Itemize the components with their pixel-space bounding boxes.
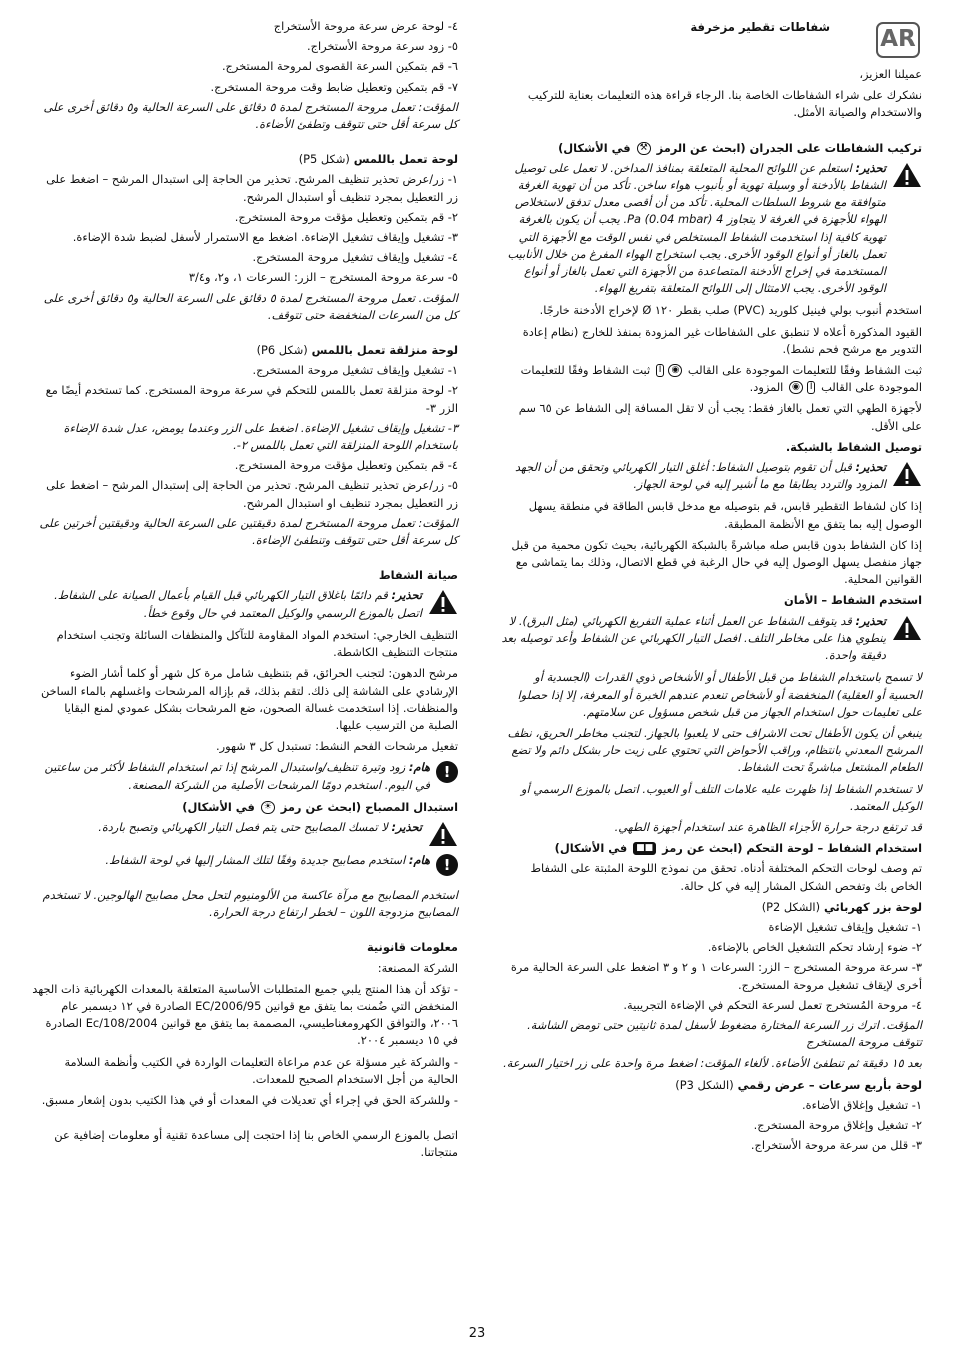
safety-paragraph-4: قد ترتفع درجة حرارة الأجزاء الظاهرة عند استخدام أجهزة الطهي. [614,819,922,834]
list-item: ٤- مروحة المُستخرج تعمل لسرعة التحكم في الإضاءة التجريبية. [623,997,922,1012]
list-item: ٤- تشغيل وإيقاف تشغيل مروحة المستخرج. [252,250,458,265]
page-title: شفاطات تقطير مزخرفة [690,20,830,34]
safety-paragraph-3: لا تستخدم الشفاط إذا ظهرت عليه علامات التلف أو العيوب. اتصل بالموزع الرسمي أو الوكيل المعتمد. [520,781,922,813]
lamp-paragraph: استخدم المصابيح مع مرآة عاكسة من الألومنيوم لتحل محل مصابيح الهالوجين. لا تستخدم المصابيح مزدوجة اللون – لخطر ارتفاع درجة الحرارة. [42,887,458,920]
right-column [498,66,922,1157]
page-number: 23 [468,1326,486,1341]
list-item: ٣- سرعة مروحة المستخرج – الزر: السرعات ١ و ٢ و ٣ اضغط على السرعة الحالية مرة أخرى لإيقاف تشغيل مروحة المستخرج. [510,960,922,992]
maintenance-important: ! هام: زود وتيرة تنظيف/واستبدال المرشح إذا تم استخدام الشفاط لأكثر من ساعتين في اليوم. استخدم دومًا المرشحات الأصلية من الشركة المصنعة. [32,759,458,793]
maintenance-paragraph-1: التنظيف الخارجي: استخدم المواد المقاومة للتآكل والمنظفات السائلة وتجنب استخدام منتجات التنظيف الكاشطة. [56,627,458,660]
connection-warning: تحذير: قبل أن تقوم بتوصيل الشفاط: أغلق التيار الكهربائي وتحقق من أن الجهد المزود والتردد يطابقا مع ما أشير إليه في لوحة الجهاز. [498,459,922,493]
legal-subheading: الشركة المصنعة: [377,960,458,975]
list-item: ٥- زود سرعة مروحة الأستخراج. [307,39,458,54]
wall-mount-symbol-icon: ⚒ [637,142,651,155]
legal-heading: معلومات قانونية [366,940,458,955]
p5-list [32,171,458,286]
list-item: ٢- لوحة منزلقة تعمل باللمس للتحكم في سرعة مروحة المستخرج. كما تستخدم أيضًا مع الزر ٣- [45,383,458,415]
warning-triangle-icon [892,461,922,487]
p3-list [498,1097,922,1155]
control-panel-symbol-icon: ■■ [633,842,656,855]
lamp-heading: استبدال المصباح (ابحث عن رمز ☀ في الأشكال) [182,799,458,814]
p3-list-continued [32,18,458,96]
list-item: ٥- زر/عرض تحذير تنظيف المرشح. تحذير من الحاجة إلى إستبدال المرشح – اضغط على زر التعطيل بمجرد تنظيف او استبدال المرشح. [46,478,458,510]
p2-heading: لوحة بزر كهربائي (الشكل P2) [761,899,922,914]
install-heading: تركيب الشفاطات على الجدران (ابحث عن الرمز ⚒ في الأشكال) [558,140,922,155]
maintenance-paragraph-3: تفعيل مرشحات الفحم النشط: تستبدل كل ٣ شهور. [216,739,458,754]
list-item: ٢- ضوء إرشاد تحكم التشغيل الخاص بالإضاءة. [707,940,922,955]
connection-paragraph-2: إذا كان الشفاط بدون قابس صله مباشرةً بالشبكة الكهربائية، بحيث تكون محمية من قبل جهاز منفصل يسهل الوصول إليه في حال الرغبة في قطع الاتصال، وذلك بما يتماشى مع القوانين المحلية. [511,537,922,587]
use-heading: استخدام الشفاط – لوحة التحكم (ابحث عن رمز ■■ في الأشكال) [554,841,922,856]
list-item: ٤- لوحة عرض سرعة مروحة الأستخراج [273,19,458,33]
p6-timer: المؤقت: تعمل مروحة المستخرج لمدة دقيقتين على السرعة الحالية ودقيقتين أخرتين على كل سرعة أقل حتى تتوقف وتنطفئ الإضاءة. [39,515,458,548]
install-warning: تحذير: استعلم عن اللوائح المحلية المتعلقة بمنافذ المداخن. لا تعمل على توصيل الشفاط بالأدخنة أو وسيلة تهوية أو بأنبوب هواء ساخن. تأكد من أن تهوية الغرفة متوافقة مع شروط السلطات المحلية. تأكد من أن أقصى معدل تدفق لاستخلاص الهواء للأجهزة في الغرفة لا يتجاوز 4 Pa (0.04 mbar). يجب أن يكون بالغرفة تهوية كافية إذا استخدمت الشفاط المستخلص في نفس الوقت مع الأجهزة التي تعمل بالغاز أو أنواع الوقود الأخرى. يجب استخراج الهواء المفرغ من خلال الأنابيب المستخدمة في إخراج الأدخنة المتصاعدة من الأجهزة التي تعمل بالغاز أو أنواع الوقود الأخرى. يجب الامتثال إلى اللوائح المتعلقة بتفريغ الهواء. [498,160,922,298]
list-item: ١- زر/عرض تحذير تنظيف المرشح. تحذير من الحاجة إلى استبدال المرشح – اضغط على زر التعطيل بمجرد تنظيف أو استبدال المرشح. [46,172,458,204]
p6-heading: لوحة منزلقة تعمل باللمس (شكل P6) [256,343,458,358]
use-paragraph: تم وصف لوحات التحكم المختلفة أدناه. تحقق من نموذج اللوحة المثبتة على الشفاط الخاص بك وتفحص الشكل المشار إليه في كل حالة. [530,861,922,893]
safety-paragraph-1: لا تسمح باستخدام الشفاط من قبل الأطفال أو الأشخاص ذوي القدرات (الجسدية أو الحسية أو العقلية) المنخفضة أو لأشخاص تنعدم عندهم الخبرة أو المعرفة، إلا إذا حصلوا على تعليمات حول استخدام الجهاز من قبل شخص مسؤول عن سلامتهم. [517,670,922,719]
maintenance-heading: صيانة الشفاط [378,568,458,583]
language-badge: AR [876,22,920,58]
legal-paragraph-3: - وللشركة الحق في إجراء أي تعديلات في المعدات أو في هذا الكتيب بدون إشعار مسبق. [41,1092,458,1107]
pvc-paragraph: استخدم أنبوب بولي فينيل كلوريد (PVC) صلب بقطر ١٢٠ Ø لإخراج الأدخنة خارجًا. [539,303,922,318]
lamp-important: ! هام: استخدم مصابيح جديدة وفقًا لتلك المشار إليها في لوحة الشفاط. [32,852,458,876]
gas-distance-paragraph: لأجهزة الطهي التي تعمل بالغاز فقط: يجب أن لا تقل المسافة إلى الشفاط عن ٦٥ سم على الأقل. [518,401,922,433]
intro-paragraph: نشكرك على شراء الشفاطات الخاصة بنا. الرجاء قراءة هذه التعليمات بعناية للتركيب والاستخدام والصيانة الأمثل. [527,88,922,120]
list-item: ١- تشغيل وإغلاق الأضاءة. [802,1097,922,1112]
safety-warning: تحذير: قد يتوقف الشفاط عن العمل أثناء عملية التفريغ الكهربائي (مثل البرق). لا ينطوي هذا على مخاطر التلف. افصل التيار الكهربائي عن الشفاط وأعد توصيله بعد دقيقة واحدة. [498,613,922,665]
maintenance-paragraph-2: مرشح الدهون: لتجنب الحرائق، قم بتنظيف شامل مرة كل شهر أو كلما أشار الضوء الإرشادي على الشاشة إلى ذلك. لتقم بذلك، قم بإزاله المرشحات واغسلهم بالماء الساخن والمنظفات. إذا استخدمت غسالة الصحون، ضع المرشحات بشكل عمودي لمنع البقايا الصلبة من الترسيب عليها. [40,666,458,732]
lamp-warning: تحذير: لا تمسك المصابيح حتى يتم فصل التيار الكهربائي وتصبح باردة. [32,819,458,847]
list-item: ٥- سرعة مروحة المستخرج – الزر: السرعات ١، و٢، و٣/٤ [188,270,458,285]
list-item: ٢- قم بتمكين وتعطيل مؤقت مروحة المستخرج. [234,209,458,224]
warning-triangle-icon [892,615,922,641]
list-item: ١- تشغيل وإيقاف تشغيل الإضاءة [768,919,922,934]
list-item: ٣- تشغيل وإيقاف تشغيل الإضاءة. اضغط على الزر وعندما يومض، عدل شدة الإضاءة باستخدام اللوحة المنزلقة التي تعمل باللمس ٢-. [63,420,458,453]
p3-timer: المؤقت: تعمل مروحة المستخرج لمدة ٥ دقائق على السرعة الحالية و٥ دقائق أخرى على كل سرعة أقل حتى تتوقف وتطفئ الأضاءة. [43,99,458,132]
fixing-paragraph: ثبت الشفاط وفقًا للتعليمات الموجودة على القالب ◉I ثبت الشفاط وفقًا للتعليمات الموجودة على القالب I◉ المزود. [520,363,922,395]
p2-timer-1: المؤقت. اترك زر السرعة المختارة مضغوط لأسفل لمدة ثانيتين حتى تومض الشاشة. تتوقف مروحة المستخرج [527,1017,922,1050]
legal-paragraph-2: - والشركة غير مسؤلة عن عدم مراعاة التعليمات الواردة في الكتيب وأنظمة السلامة الحالية من أجل الاستخدام الصحيح للمعدات. [64,1054,458,1086]
left-column [32,18,458,1166]
lamp-symbol-icon: ☀ [261,801,275,814]
p5-heading: لوحة تعمل باللمس (شكل P5) [298,152,458,167]
warning-triangle-icon [428,821,458,847]
p2-list [498,919,922,1014]
legal-paragraph-1: - تؤكد أن هذا المنتج يلبي جميع المتطلبات الأساسية المتعلقة بالمعدات الكهربائية ذات الجهد المنخفض التي ضُمنت بما يتفق مع قوانين 2006/95/EC الصادرة في ١٢ ديسمبر عام ٢٠٠٦، والتوافق الكهرومغناطيسي، المصممة بما يتفق مع قوانين 108/2004/Ec الصادرة في ١٥ ديسمبر ٢٠٠٤. [32,981,458,1048]
connection-heading: توصيل الشفاط بالشبكة. [785,439,922,454]
list-item: ٣- قلل من سرعة مروحة الأستخراج. [750,1138,922,1153]
exclamation-circle-icon: ! [436,854,458,876]
list-item: ٢- تشغيل وإغلاق مروحة المستخرج. [753,1117,922,1132]
recirculation-paragraph: القيود المذكورة أعلاه لا تنطبق على الشفاطات غير المزودة بمنفذ للخارج (نظام إعادة التدوير مع مرشح فحم نشط). [522,324,922,356]
warning-triangle-icon [892,162,922,188]
template-symbol-icon: ◉ [789,381,803,394]
greeting: عميلنا العزيز، [859,67,922,81]
maintenance-warning: تحذير: قم دائمًا باغلاق التيار الكهربائي قبل القيام بأعمال الصيانة على الشفاط. اتصل بالموزع الرسمي والوكيل المعتمد في حال وقوع خطأ. [32,587,458,621]
list-item: ٦- قم بتمكين السرعة القصوى لمروحة المستخرج. [221,59,458,74]
list-item: ٤- قم بتمكين وتعطيل مؤقت مروحة المستخرج. [234,458,458,473]
list-item: ١- تشغيل وإيقاف تشغيل مروحة المستخرج. [252,363,458,378]
warning-triangle-icon [428,589,458,615]
p3-heading: لوحة بأربع سرعات – عرض رقمي (الشكل P3) [675,1077,922,1092]
connection-paragraph-1: إذا كان لشفاط التقطير قابس، قم بتوصيله مع مدخل قابس الطاقة في منطقة يسهل الوصول إليه بما يتفق مع الأنظمة المطبقة. [528,499,922,531]
safety-heading: استخدم الشفاط – الأمان [783,593,922,608]
safety-paragraph-2: ينبغي أن يكون الأطفال تحت الاشراف حتى لا يلعبوا بالجهاز. لتجنب مخاطر الحريق، نظف المرشح المعدني بانتظام، وراقب الأحواض التي تحتوي على زيت حار بشكل دائم ولا تضع الطعام المشتعل مباشرةً تحت الشفاط. [507,725,922,775]
list-item: ٣- تشغيل وإيقاف تشغيل الإضاءة. اضغط مع الاستمرار لأسفل لضبط شدة الإضاءة. [72,230,458,245]
template-symbol-icon: ◉ [668,364,682,377]
p5-timer: المؤقت. تعمل مروحة المستخرج لمدة ٥ دقائق على السرعة الحالية و٥ دقائق أخرى على كل من السرعات المنخفضة حتى تتوقف. [43,290,458,322]
list-item: ٧- قم بتمكين وتعطيل ضابط وقت مروحة المستخرج. [210,79,458,94]
p6-list [32,362,458,512]
exclamation-circle-icon: ! [436,761,458,783]
p2-timer-2: بعد ١٥ دقيقة ثم تنطفئ الأضاءة. لألغاء المؤقت: اضغط مرة واحدة على زر اختيار السرعة. [503,1056,922,1071]
contact-paragraph: اتصل بالموزع الرسمي الخاص بنا إذا احتجت إلى مساعدة تقنية أو معلومات إضافية عن منتجاتنا. [54,1128,458,1160]
